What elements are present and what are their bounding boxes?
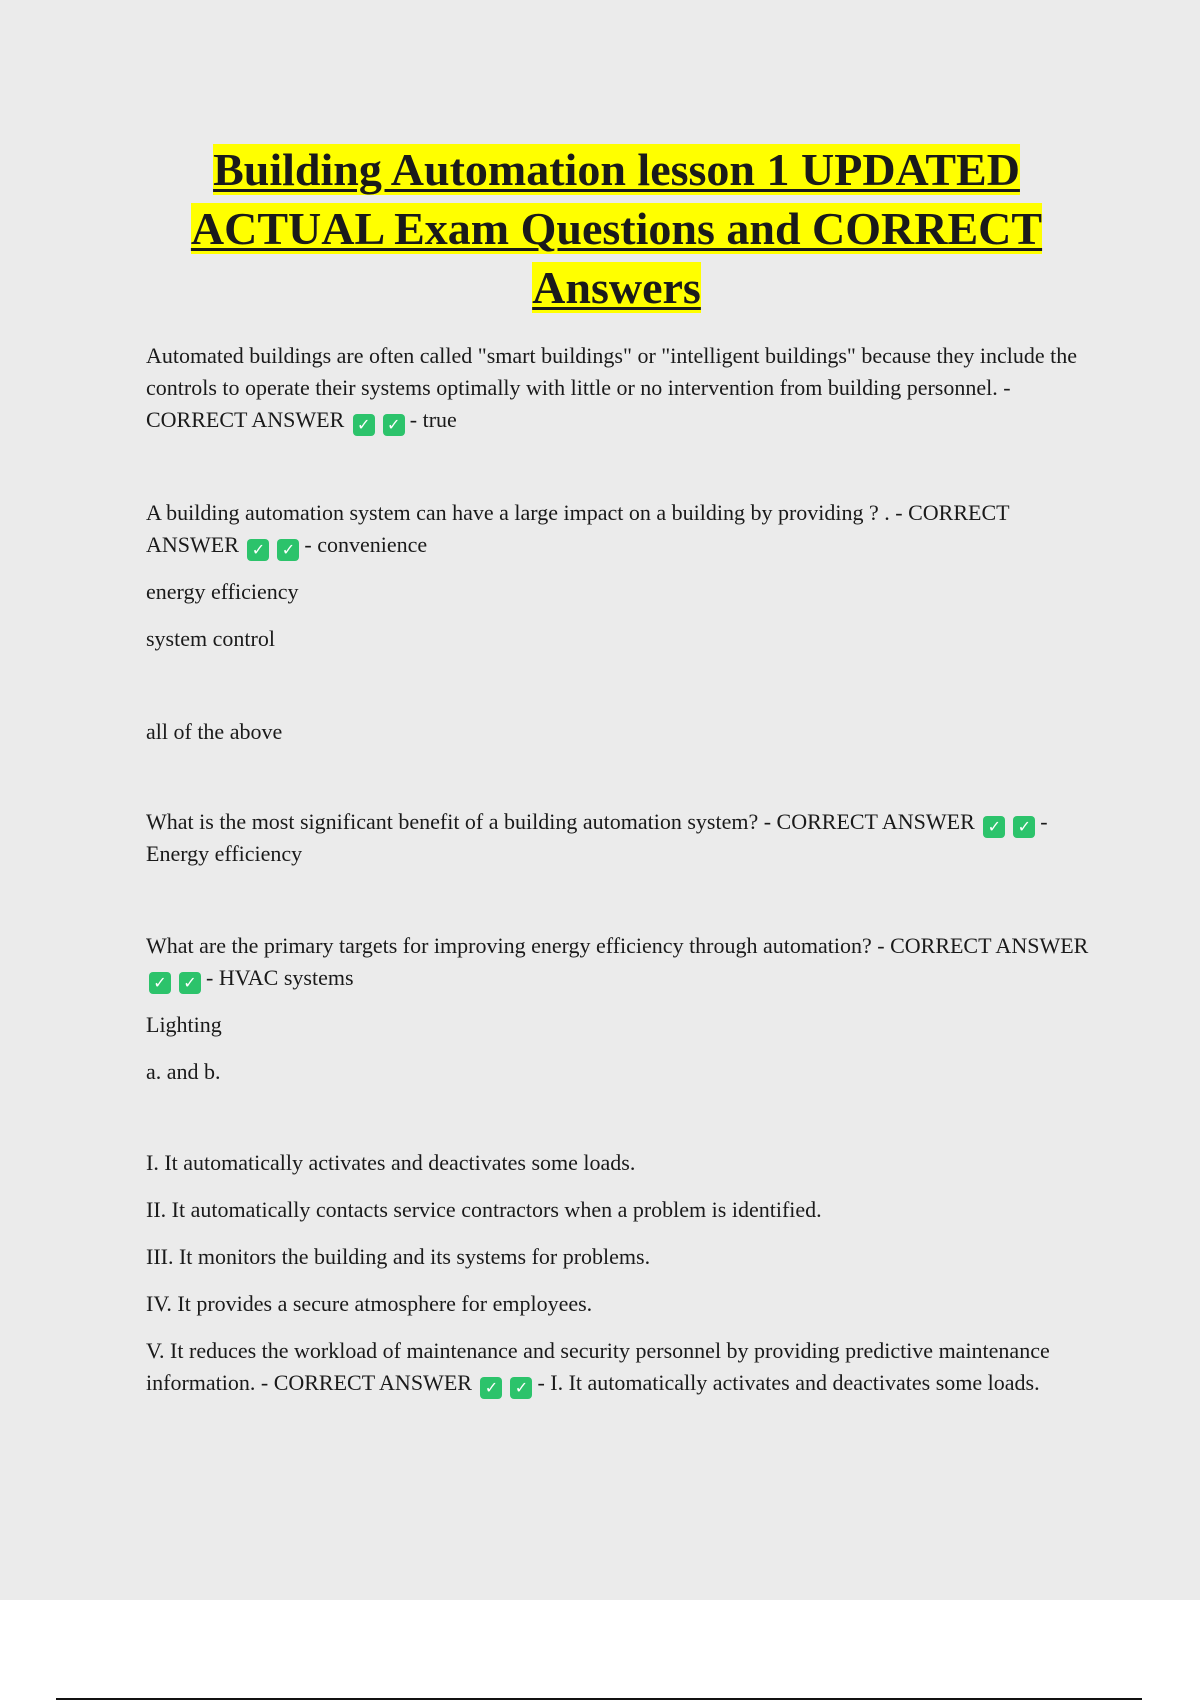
- check-icon: ✓: [1013, 816, 1035, 838]
- question-3: [146, 806, 1096, 870]
- question-5-statement: III. It monitors the building and its systems for problems.: [146, 1244, 651, 1269]
- question-2-text: A building automation system can have a large impact on a building by providing ? . - CORRECT ANSWER: [146, 500, 1010, 557]
- question-4-option: Lighting: [146, 1012, 222, 1037]
- question-5-statement: I. It automatically activates and deactivates some loads.: [146, 1150, 636, 1175]
- check-icon: ✓: [247, 539, 269, 561]
- question-3-answer: - Energy efficiency: [146, 809, 1048, 866]
- check-icon: ✓: [510, 1377, 532, 1399]
- check-icon: ✓: [179, 972, 201, 994]
- question-2-option: system control: [146, 626, 275, 651]
- question-1: [146, 340, 1096, 436]
- question-5: [146, 1335, 1096, 1399]
- document-body: [146, 340, 1096, 1399]
- question-2-answer: - convenience: [304, 532, 428, 557]
- question-5-text: V. It reduces the workload of maintenance and security personnel by providing predictive maintenance information. - CORRECT ANSWER: [146, 1338, 1050, 1395]
- document-title-text: Building Automation lesson 1 UPDATED ACTUAL Exam Questions and CORRECT Answers: [190, 144, 1043, 313]
- check-icon: ✓: [383, 414, 405, 436]
- question-4: [146, 930, 1096, 994]
- question-5-statement: II. It automatically contacts service contractors when a problem is identified.: [146, 1197, 822, 1222]
- question-4-option: a. and b.: [146, 1059, 221, 1084]
- question-3-text: What is the most significant benefit of a building automation system? - CORRECT ANSWER: [146, 809, 975, 834]
- check-icon: ✓: [983, 816, 1005, 838]
- question-1-text: Automated buildings are often called "smart buildings" or "intelligent buildings" because they include the controls to operate their systems optimally with little or no intervention from building personnel. - CORRECT ANSWER: [146, 343, 1077, 432]
- question-2-option: energy efficiency: [146, 579, 299, 604]
- check-icon: ✓: [149, 972, 171, 994]
- question-4-text: What are the primary targets for improving energy efficiency through automation? - CORRECT ANSWER: [146, 933, 1089, 958]
- question-2: [146, 497, 1096, 561]
- check-icon: ✓: [480, 1377, 502, 1399]
- question-5-statement: IV. It provides a secure atmosphere for employees.: [146, 1291, 593, 1316]
- check-icon: ✓: [277, 539, 299, 561]
- question-2-option: all of the above: [146, 719, 283, 744]
- question-4-answer: - HVAC systems: [206, 965, 354, 990]
- question-1-answer: - true: [409, 407, 457, 432]
- check-icon: ✓: [353, 414, 375, 436]
- document-title: [120, 140, 1113, 317]
- question-5-answer: - I. It automatically activates and deactivates some loads.: [537, 1370, 1040, 1395]
